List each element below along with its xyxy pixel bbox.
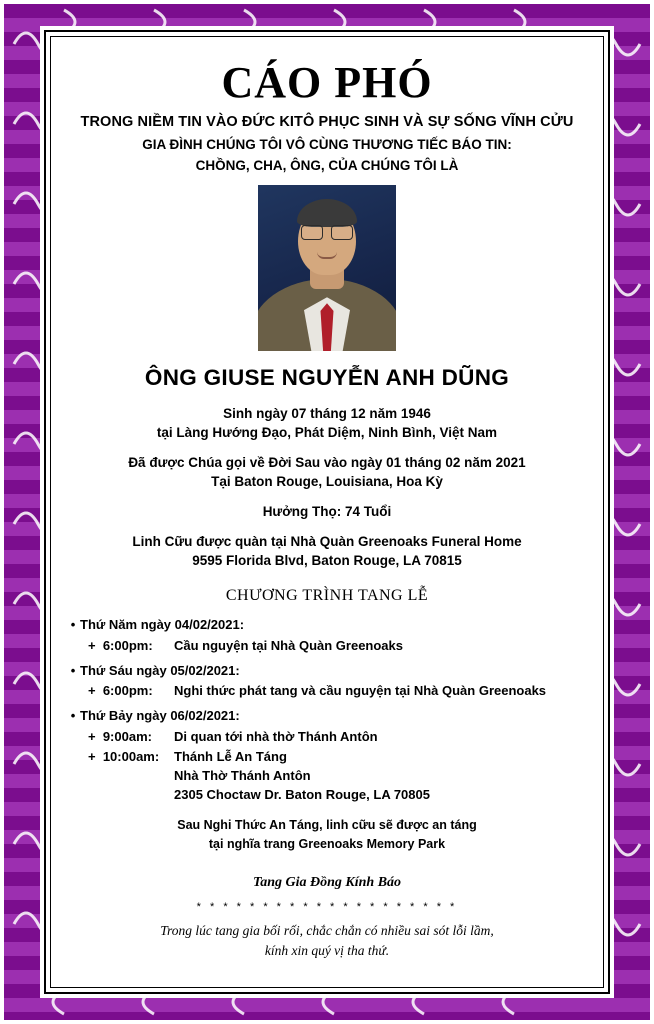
plus-icon: + <box>88 683 96 699</box>
event-time <box>88 749 174 764</box>
deceased-name: ÔNG GIUSE NGUYỄN ANH DŨNG <box>144 365 510 391</box>
schedule-day-label: Thứ Sáu ngày 05/02/2021: <box>80 662 240 678</box>
family-announcement: GIA ĐÌNH CHÚNG TÔI VÔ CÙNG THƯƠNG TIẾC BÁO TIN: <box>142 137 512 153</box>
portrait-container <box>58 185 596 351</box>
program-heading: CHƯƠNG TRÌNH TANG LỄ <box>225 587 429 605</box>
plus-icon: + <box>88 748 96 764</box>
schedule-day-label: Thứ Bảy ngày 06/02/2021: <box>80 708 240 724</box>
event-description: Thánh Lễ An Táng <box>174 748 287 764</box>
schedule-day <box>66 617 596 633</box>
bullet-icon: • <box>70 662 76 678</box>
event-description: Cầu nguyện tại Nhà Quàn Greenoaks <box>174 637 403 653</box>
schedule-day <box>66 663 596 679</box>
eyeglasses-icon <box>301 225 353 239</box>
event-description: Nghi thức phát tang và cầu nguyện tại Nhà Quàn Greenoaks <box>174 683 547 699</box>
age-at-death: Hưởng Thọ: 74 Tuổi <box>262 504 392 520</box>
schedule-event <box>66 683 596 698</box>
death-place: Tại Baton Rouge, Louisiana, Hoa Kỳ <box>211 474 443 490</box>
schedule-day <box>66 708 596 724</box>
apology-line-1: Trong lúc tang gia bối rối, chắc chắn có nhiều sai sót lỗi lầm, <box>160 922 494 938</box>
event-venue-name: Nhà Thờ Thánh Antôn <box>174 767 311 783</box>
event-time-text: 6:00pm: <box>102 637 153 653</box>
relationship-line: CHỒNG, CHA, ÔNG, CỦA CHÚNG TÔI LÀ <box>195 158 459 174</box>
wake-location: Linh Cữu được quàn tại Nhà Quàn Greenoaks Funeral Home <box>132 534 522 550</box>
schedule-event <box>66 638 596 653</box>
schedule-event <box>66 749 596 764</box>
schedule-day-label: Thứ Năm ngày 04/02/2021: <box>80 617 245 633</box>
wake-address: 9595 Florida Blvd, Baton Rouge, LA 70815 <box>192 553 462 569</box>
bullet-icon: • <box>70 708 76 724</box>
burial-note <box>58 816 596 855</box>
death-date: Đã được Chúa gọi về Đời Sau vào ngày 01 tháng 02 năm 2021 <box>128 455 526 471</box>
event-time <box>88 729 174 744</box>
funeral-schedule <box>58 617 596 802</box>
birth-date: Sinh ngày 07 tháng 12 năm 1946 <box>223 406 431 422</box>
birth-place: tại Làng Hướng Đạo, Phát Diệm, Ninh Bình, Việt Nam <box>156 425 498 441</box>
event-description: Di quan tới nhà thờ Thánh Antôn <box>174 728 378 744</box>
burial-note-line-2: tại nghĩa trang Greenoaks Memory Park <box>208 837 446 852</box>
apology-line-2: kính xin quý vị tha thứ. <box>264 942 390 958</box>
plus-icon: + <box>88 637 96 653</box>
event-time-text: 9:00am: <box>102 728 152 744</box>
obituary-content <box>58 44 596 980</box>
schedule-event <box>66 729 596 744</box>
portrait-photo <box>258 185 396 351</box>
event-time <box>88 683 174 698</box>
plus-icon: + <box>88 728 96 744</box>
star-divider: * * * * * * * * * * * * * * * * * * * * <box>196 900 458 913</box>
faith-statement: TRONG NIỀM TIN VÀO ĐỨC KITÔ PHỤC SINH VÀ SỰ SỐNG VĨNH CỬU <box>80 114 574 131</box>
event-venue-address: 2305 Choctaw Dr. Baton Rouge, LA 70805 <box>174 786 430 802</box>
apology-note <box>58 921 596 962</box>
bullet-icon: • <box>70 617 76 633</box>
event-time <box>88 638 174 653</box>
event-time-text: 10:00am: <box>102 748 160 764</box>
event-time-text: 6:00pm: <box>102 683 153 699</box>
family-signoff: Tang Gia Đồng Kính Báo <box>252 874 402 890</box>
page-title: CÁO PHÓ <box>221 58 433 107</box>
burial-note-line-1: Sau Nghi Thức An Táng, linh cữu sẽ được an táng <box>177 817 477 832</box>
